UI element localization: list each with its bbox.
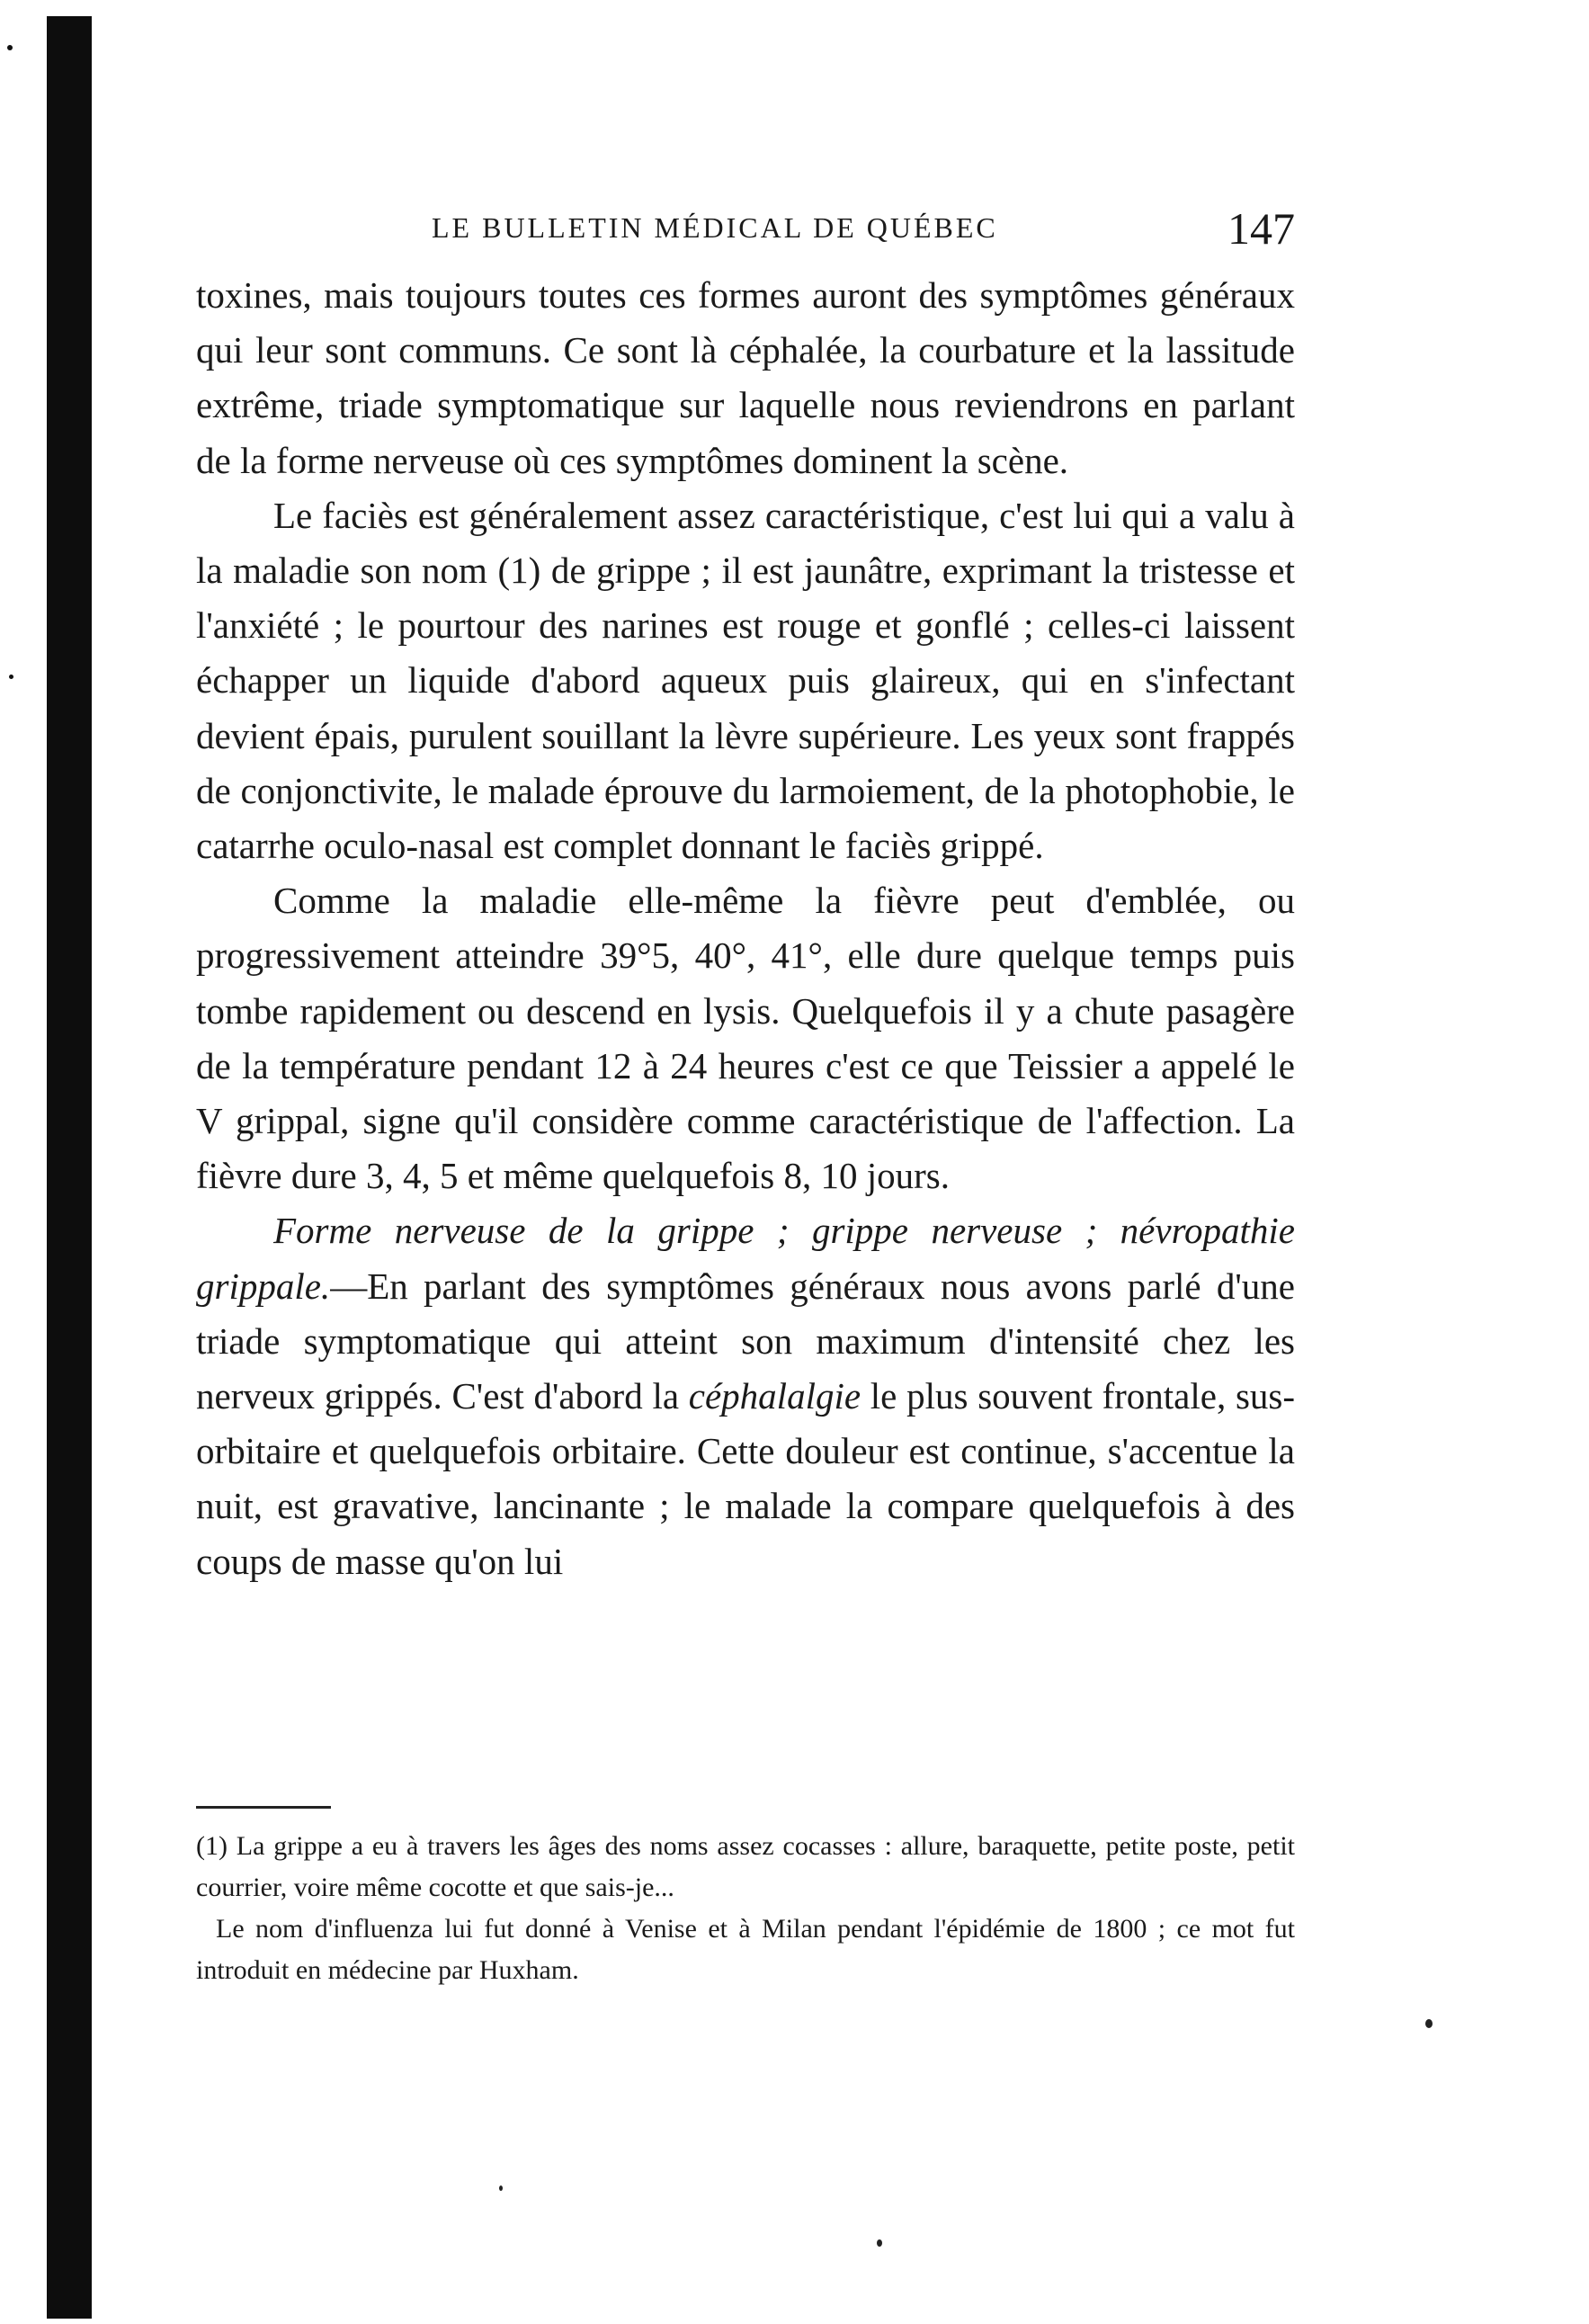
page-number: 147 [1227,203,1295,254]
ink-speck [1425,2019,1433,2028]
ink-speck [499,2185,503,2191]
section-heading-nervous-form: Forme nerveuse de la grippe ; grippe nerveuse ; névropathie grippale. [196,1210,1295,1307]
body-text [196,268,1295,1589]
ink-speck [877,2239,882,2247]
footnote-1: (1) La grippe a eu à travers les âges des noms assez cocasses : allure, baraquette, petite poste, petit courrier, voire même cocotte et que sais-je... [196,1831,1295,1902]
nervous-form-rest: le plus souvent frontale, sus-orbitaire et quelquefois orbitaire. Cette douleur est continue, s'accentue la nuit, est gravative, lancinante ; le malade la compare quelquefois à des coups de masse qu'on lui [196,1375,1296,1582]
nervous-form-intro: —En parlant des symptômes généraux nous avons parlé d'une triade symptomatique qui atteint son maximum d'intensité chez les nerveux grippés. C'est d'abord la [196,1265,1295,1417]
footnotes [196,1826,1295,1991]
footnote-1-continued: Le nom d'influenza lui fut donné à Venise et à Milan pendant l'épidémie de 1800 ; ce mot fut introduit en médecine par Huxham. [196,1914,1295,1985]
paragraph-fever: Comme la maladie elle-même la fièvre peut d'emblée, ou progressivement atteindre 39°5, 40°, 41°, elle dure quelque temps puis tombe rapidement ou descend en lysis. Quelquefois il y a chute pasagère de la température pendant 12 à 24 heures c'est ce que Teissier a appelé le V grippal, signe qu'il considère comme caractéristique de l'affection. La fièvre dure 3, 4, 5 et même quelquefois 8, 10 jours. [196,880,1295,1197]
paragraph-symptoms-continued: toxines, mais toujours toutes ces formes auront des symptômes généraux qui leur sont communs. Ce sont là céphalée, la courbature et la lassitude extrême, triade symptomatique sur laquelle nous reviendrons en parlant de la forme nerveuse où ces symptômes dominent la scène. [196,274,1295,481]
binding-speck [9,675,13,679]
running-title: LE BULLETIN MÉDICAL DE QUÉBEC [432,211,998,244]
footnote-rule [196,1806,331,1809]
page-header [432,202,1295,256]
paragraph-nervous-form [196,1203,1295,1588]
binding-speck [7,45,13,50]
paragraph-facies: Le faciès est généralement assez caractéristique, c'est lui qui a valu à la maladie son nom (1) de grippe ; il est jaunâtre, exprimant la tristesse et l'anxiété ; le pourtour des narines est rouge et gonflé ; celles-ci laissent échapper un liquide d'abord aqueux puis glaireux, qui en s'infectant devient épais, purulent souillant la lèvre supérieure. Les yeux sont frappés de conjonctivite, le malade éprouve du larmoiement, de la photophobie, le catarrhe oculo-nasal est complet donnant le faciès grippé. [196,494,1295,867]
emphasis-cephalalgie: céphalalgie [688,1375,861,1417]
page-binding-edge [47,16,92,2319]
